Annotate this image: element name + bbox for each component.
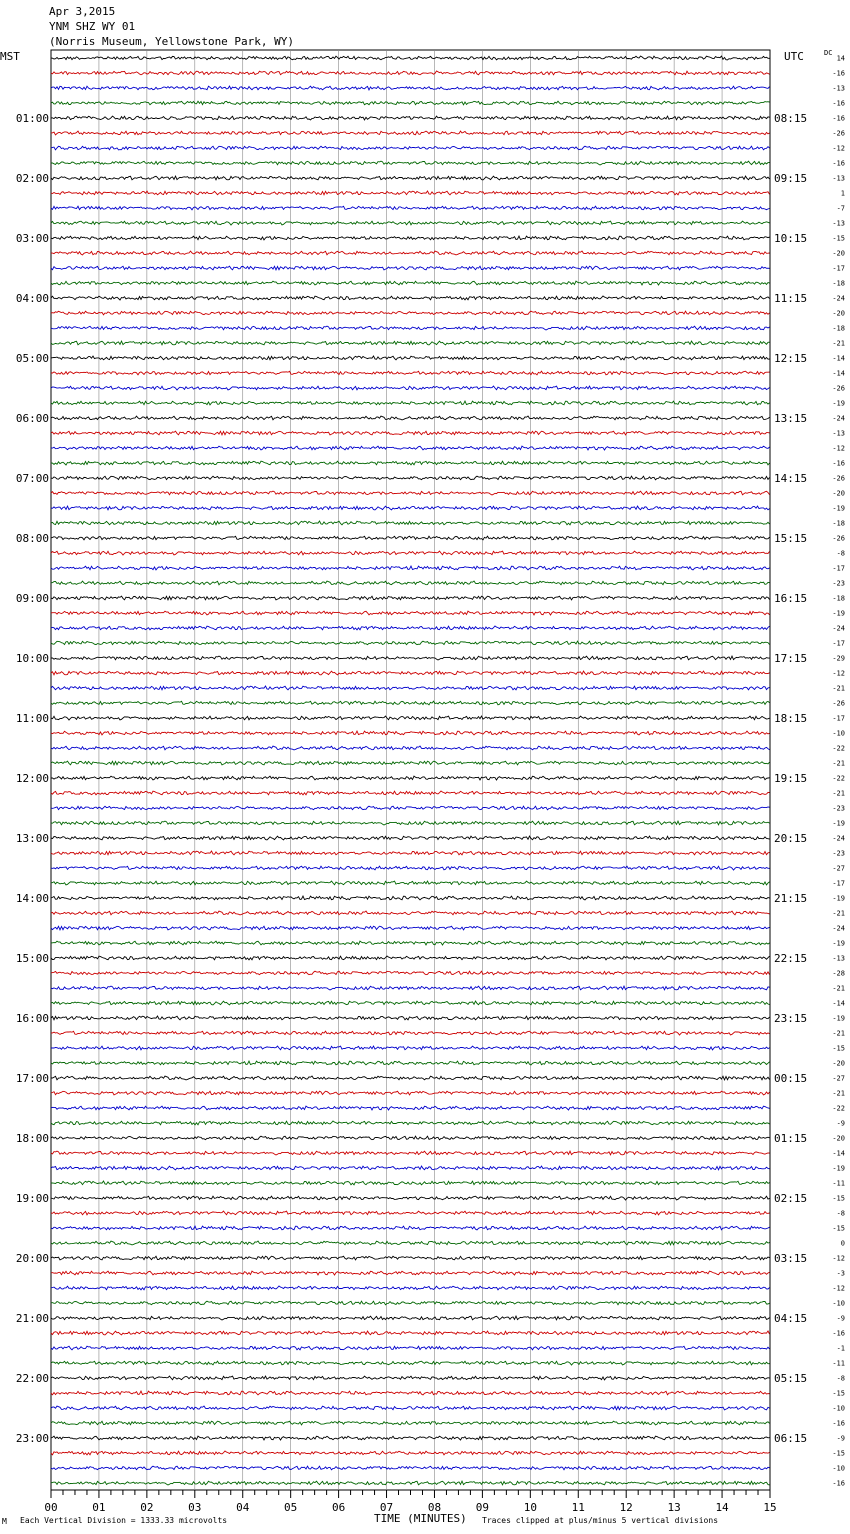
- left-hour-label: 02:00: [15, 172, 49, 185]
- trace-line: [51, 431, 770, 435]
- dc-offset-label: -14: [832, 354, 845, 363]
- trace-line: [51, 461, 770, 465]
- dc-offset-label: -26: [832, 534, 845, 543]
- dc-offset-label: -9: [836, 1119, 845, 1128]
- trace-line: [51, 1331, 770, 1335]
- dc-offset-label: -15: [832, 1044, 845, 1053]
- dc-offset-label: -18: [832, 279, 845, 288]
- left-hour-label: 18:00: [15, 1132, 49, 1145]
- dc-offset-label: -10: [832, 1464, 845, 1473]
- left-hour-label: 23:00: [15, 1432, 49, 1445]
- dc-offset-label: -18: [832, 519, 845, 528]
- left-hour-label: 13:00: [15, 832, 49, 845]
- trace-line: [51, 386, 770, 390]
- trace-line: [51, 446, 770, 450]
- trace-line: [51, 371, 770, 375]
- trace-line: [51, 671, 770, 675]
- dc-offset-label: -20: [832, 1059, 845, 1068]
- trace-line: [51, 731, 770, 735]
- trace-line: [51, 341, 770, 345]
- trace-line: [51, 1091, 770, 1095]
- dc-offset-label: -17: [832, 264, 845, 273]
- dc-offset-label: -22: [832, 774, 845, 783]
- trace-line: [51, 926, 770, 930]
- trace-line: [51, 806, 770, 810]
- right-hour-label: 15:15: [774, 532, 808, 545]
- dc-offset-label: 14: [836, 54, 845, 63]
- right-hour-label: 22:15: [774, 952, 808, 965]
- trace-line: [51, 836, 770, 840]
- dc-offset-label: -12: [832, 1284, 845, 1293]
- trace-line: [51, 251, 770, 255]
- x-tick-label: 04: [236, 1501, 250, 1514]
- dc-offset-label: -24: [832, 294, 845, 303]
- left-hour-label: 12:00: [15, 772, 49, 785]
- dc-offset-label: -14: [832, 999, 845, 1008]
- dc-offset-label: -23: [832, 849, 845, 858]
- left-hour-label: 05:00: [15, 352, 49, 365]
- dc-offset-label: -12: [832, 1254, 845, 1263]
- trace-line: [51, 626, 770, 630]
- trace-line: [51, 641, 770, 645]
- dc-offset-label: -10: [832, 1299, 845, 1308]
- dc-offset-label: -12: [832, 444, 845, 453]
- trace-line: [51, 911, 770, 915]
- trace-line: [51, 896, 770, 900]
- trace-line: [51, 686, 770, 690]
- trace-line: [51, 236, 770, 240]
- trace-line: [51, 521, 770, 525]
- trace-line: [51, 401, 770, 405]
- left-hour-label: 19:00: [15, 1192, 49, 1205]
- trace-line: [51, 146, 770, 150]
- trace-line: [51, 1181, 770, 1185]
- right-hour-label: 09:15: [774, 172, 808, 185]
- dc-offset-label: -24: [832, 414, 845, 423]
- right-hour-label: 17:15: [774, 652, 808, 665]
- trace-line: [51, 581, 770, 585]
- left-hour-label: 17:00: [15, 1072, 49, 1085]
- dc-offset-label: -16: [832, 159, 845, 168]
- vertical-scale-note: Each Vertical Division = 1333.33 microvolts: [20, 1516, 228, 1525]
- dc-offset-label: -20: [832, 249, 845, 258]
- left-hour-label: 03:00: [15, 232, 49, 245]
- x-tick-label: 11: [571, 1501, 585, 1514]
- dc-offset-label: -24: [832, 834, 845, 843]
- dc-offset-label: -18: [832, 594, 845, 603]
- dc-offset-label: -21: [832, 789, 845, 798]
- trace-line: [51, 776, 770, 780]
- dc-offset-label: -16: [832, 1329, 845, 1338]
- trace-line: [51, 536, 770, 540]
- right-hour-label: 03:15: [774, 1252, 808, 1265]
- trace-line: [51, 1106, 770, 1110]
- x-tick-label: 06: [331, 1501, 346, 1514]
- trace-line: [51, 881, 770, 885]
- trace-line: [51, 491, 770, 495]
- dc-offset-label: -17: [832, 639, 845, 648]
- dc-offset-label: -19: [832, 939, 845, 948]
- right-timezone-label: UTC: [784, 50, 804, 63]
- trace-line: [51, 1316, 770, 1320]
- dc-offset-label: -22: [832, 1104, 845, 1113]
- dc-offset-label: -14: [832, 369, 845, 378]
- trace-line: [51, 1226, 770, 1230]
- trace-line: [51, 116, 770, 120]
- x-tick-label: 15: [763, 1501, 777, 1514]
- trace-line: [51, 281, 770, 285]
- dc-offset-label: -16: [832, 69, 845, 78]
- trace-line: [51, 1031, 770, 1035]
- trace-line: [51, 791, 770, 795]
- dc-offset-label: -10: [832, 1404, 845, 1413]
- trace-line: [51, 1061, 770, 1065]
- trace-line: [51, 326, 770, 330]
- dc-offset-label: -7: [836, 204, 845, 213]
- dc-offset-label: -18: [832, 324, 845, 333]
- trace-line: [51, 311, 770, 315]
- left-hour-label: 04:00: [15, 292, 49, 305]
- dc-offset-label: -28: [832, 969, 845, 978]
- x-tick-label: 13: [667, 1501, 681, 1514]
- trace-line: [51, 761, 770, 765]
- left-hour-label: 11:00: [15, 712, 49, 725]
- dc-offset-label: -15: [832, 1449, 845, 1458]
- left-hour-label: 06:00: [15, 412, 49, 425]
- trace-line: [51, 1151, 770, 1155]
- x-tick-label: 03: [188, 1501, 202, 1514]
- trace-line: [51, 1076, 770, 1080]
- dc-offset-label: -19: [832, 504, 845, 513]
- dc-offset-label: -13: [832, 84, 845, 93]
- dc-offset-label: -11: [832, 1359, 845, 1368]
- trace-line: [51, 1421, 770, 1425]
- dc-offset-label: -21: [832, 339, 845, 348]
- dc-offset-label: -26: [832, 384, 845, 393]
- plot-date: Apr 3,2015: [49, 5, 116, 18]
- dc-offset-label: -11: [832, 1179, 845, 1188]
- left-hour-label: 15:00: [15, 952, 49, 965]
- left-hour-label: 01:00: [15, 112, 49, 125]
- trace-line: [51, 566, 770, 570]
- right-hour-label: 21:15: [774, 892, 808, 905]
- trace-line: [51, 221, 770, 225]
- dc-offset-label: -8: [836, 1209, 845, 1218]
- dc-offset-label: -19: [832, 894, 845, 903]
- left-hour-label: 07:00: [15, 472, 49, 485]
- trace-line: [51, 1256, 770, 1260]
- dc-offset-label: -24: [832, 624, 845, 633]
- dc-offset-label: -21: [832, 984, 845, 993]
- dc-offset-label: -16: [832, 459, 845, 468]
- right-hour-label: 10:15: [774, 232, 808, 245]
- left-hour-label: 22:00: [15, 1372, 49, 1385]
- trace-line: [51, 101, 770, 105]
- dc-offset-label: -1: [836, 1344, 845, 1353]
- trace-line: [51, 1346, 770, 1350]
- dc-offset-label: -20: [832, 489, 845, 498]
- trace-line: [51, 1301, 770, 1305]
- trace-line: [51, 971, 770, 975]
- trace-line: [51, 416, 770, 420]
- x-tick-label: 05: [284, 1501, 298, 1514]
- x-tick-label: 07: [379, 1501, 394, 1514]
- trace-line: [51, 1211, 770, 1215]
- trace-line: [51, 56, 770, 60]
- right-hour-label: 20:15: [774, 832, 808, 845]
- right-hour-label: 08:15: [774, 112, 808, 125]
- right-hour-label: 18:15: [774, 712, 808, 725]
- dc-offset-label: -19: [832, 1164, 845, 1173]
- dc-offset-label: -13: [832, 429, 845, 438]
- x-tick-label: 01: [92, 1501, 106, 1514]
- dc-offset-label: -16: [832, 99, 845, 108]
- dc-offset-header: DC: [824, 49, 833, 57]
- trace-line: [51, 296, 770, 300]
- x-tick-label: 12: [619, 1501, 633, 1514]
- dc-offset-label: -19: [832, 399, 845, 408]
- trace-line: [51, 1436, 770, 1440]
- x-tick-label: 10: [523, 1501, 537, 1514]
- dc-offset-label: -13: [832, 219, 845, 228]
- dc-offset-label: -12: [832, 669, 845, 678]
- trace-line: [51, 1241, 770, 1245]
- left-hour-label: 10:00: [15, 652, 49, 665]
- dc-offset-label: -14: [832, 1149, 845, 1158]
- trace-line: [51, 1451, 770, 1455]
- right-hour-label: 01:15: [774, 1132, 808, 1145]
- trace-line: [51, 266, 770, 270]
- dc-offset-label: -9: [836, 1314, 845, 1323]
- trace-line: [51, 131, 770, 135]
- left-hour-label: 08:00: [15, 532, 49, 545]
- left-hour-label: 21:00: [15, 1312, 49, 1325]
- trace-line: [51, 476, 770, 480]
- dc-offset-label: -3: [836, 1269, 845, 1278]
- trace-line: [51, 1016, 770, 1020]
- dc-offset-label: -21: [832, 684, 845, 693]
- dc-offset-label: -26: [832, 129, 845, 138]
- dc-offset-label: -27: [832, 864, 845, 873]
- trace-line: [51, 1196, 770, 1200]
- dc-offset-label: -13: [832, 954, 845, 963]
- trace-line: [51, 1466, 770, 1470]
- trace-line: [51, 1361, 770, 1365]
- dc-offset-label: -26: [832, 474, 845, 483]
- dc-offset-label: -15: [832, 1389, 845, 1398]
- right-hour-label: 16:15: [774, 592, 808, 605]
- dc-offset-label: -9: [836, 1434, 845, 1443]
- right-hour-label: 19:15: [774, 772, 808, 785]
- dc-offset-label: -17: [832, 714, 845, 723]
- trace-line: [51, 596, 770, 600]
- trace-line: [51, 1406, 770, 1410]
- trace-line: [51, 1001, 770, 1005]
- trace-line: [51, 1166, 770, 1170]
- footer-left-mark: M: [2, 1517, 7, 1526]
- right-hour-label: 06:15: [774, 1432, 808, 1445]
- trace-line: [51, 986, 770, 990]
- dc-offset-label: 1: [840, 189, 845, 198]
- dc-offset-label: -29: [832, 654, 845, 663]
- trace-line: [51, 941, 770, 945]
- x-tick-label: 14: [715, 1501, 729, 1514]
- trace-line: [51, 161, 770, 165]
- dc-offset-label: -21: [832, 909, 845, 918]
- x-tick-label: 09: [475, 1501, 490, 1514]
- left-hour-label: 20:00: [15, 1252, 49, 1265]
- dc-offset-label: 0: [840, 1239, 845, 1248]
- trace-line: [51, 1481, 770, 1485]
- station-code: YNM SHZ WY 01: [49, 20, 136, 33]
- station-location: (Norris Museum, Yellowstone Park, WY): [49, 35, 295, 48]
- dc-offset-label: -13: [832, 174, 845, 183]
- trace-line: [51, 956, 770, 960]
- right-hour-label: 12:15: [774, 352, 808, 365]
- dc-offset-label: -20: [832, 309, 845, 318]
- trace-line: [51, 866, 770, 870]
- trace-line: [51, 206, 770, 210]
- dc-offset-label: -22: [832, 744, 845, 753]
- x-tick-label: 02: [140, 1501, 154, 1514]
- left-hour-label: 09:00: [15, 592, 49, 605]
- clipping-note: Traces clipped at plus/minus 5 vertical divisions: [482, 1516, 719, 1525]
- dc-offset-label: -17: [832, 879, 845, 888]
- trace-line: [51, 1391, 770, 1395]
- right-hour-label: 14:15: [774, 472, 808, 485]
- right-hour-label: 05:15: [774, 1372, 808, 1385]
- right-hour-label: 02:15: [774, 1192, 808, 1205]
- dc-offset-label: -23: [832, 804, 845, 813]
- trace-line: [51, 1121, 770, 1125]
- trace-line: [51, 1046, 770, 1050]
- trace-line: [51, 191, 770, 195]
- dc-offset-label: -8: [836, 549, 845, 558]
- dc-offset-label: -15: [832, 234, 845, 243]
- dc-offset-label: -21: [832, 759, 845, 768]
- trace-line: [51, 176, 770, 180]
- trace-line: [51, 506, 770, 510]
- trace-line: [51, 1286, 770, 1290]
- x-tick-label: 08: [427, 1501, 442, 1514]
- dc-offset-label: -23: [832, 579, 845, 588]
- dc-offset-label: -16: [832, 1479, 845, 1488]
- right-hour-label: 00:15: [774, 1072, 808, 1085]
- trace-line: [51, 86, 770, 90]
- dc-offset-label: -19: [832, 1014, 845, 1023]
- right-hour-label: 23:15: [774, 1012, 808, 1025]
- dc-offset-label: -24: [832, 924, 845, 933]
- trace-line: [51, 1271, 770, 1275]
- right-hour-label: 04:15: [774, 1312, 808, 1325]
- dc-offset-label: -21: [832, 1029, 845, 1038]
- dc-offset-label: -15: [832, 1194, 845, 1203]
- dc-offset-label: -15: [832, 1224, 845, 1233]
- dc-offset-label: -26: [832, 699, 845, 708]
- trace-line: [51, 701, 770, 705]
- dc-offset-label: -20: [832, 1134, 845, 1143]
- dc-offset-label: -12: [832, 144, 845, 153]
- trace-line: [51, 716, 770, 720]
- dc-offset-label: -19: [832, 819, 845, 828]
- dc-offset-label: -17: [832, 564, 845, 573]
- trace-line: [51, 611, 770, 615]
- dc-offset-label: -16: [832, 1419, 845, 1428]
- trace-line: [51, 71, 770, 75]
- trace-line: [51, 1136, 770, 1140]
- trace-line: [51, 656, 770, 660]
- trace-line: [51, 356, 770, 360]
- dc-offset-label: -27: [832, 1074, 845, 1083]
- right-hour-label: 11:15: [774, 292, 808, 305]
- trace-line: [51, 1376, 770, 1380]
- dc-offset-label: -16: [832, 114, 845, 123]
- trace-line: [51, 551, 770, 555]
- dc-offset-label: -21: [832, 1089, 845, 1098]
- x-axis-label: TIME (MINUTES): [374, 1512, 467, 1525]
- left-timezone-label: MST: [0, 50, 20, 63]
- dc-offset-label: -19: [832, 609, 845, 618]
- x-tick-label: 00: [44, 1501, 58, 1514]
- trace-line: [51, 746, 770, 750]
- trace-line: [51, 821, 770, 825]
- right-hour-label: 13:15: [774, 412, 808, 425]
- dc-offset-label: -8: [836, 1374, 845, 1383]
- left-hour-label: 14:00: [15, 892, 49, 905]
- trace-line: [51, 851, 770, 855]
- dc-offset-label: -10: [832, 729, 845, 738]
- left-hour-label: 16:00: [15, 1012, 49, 1025]
